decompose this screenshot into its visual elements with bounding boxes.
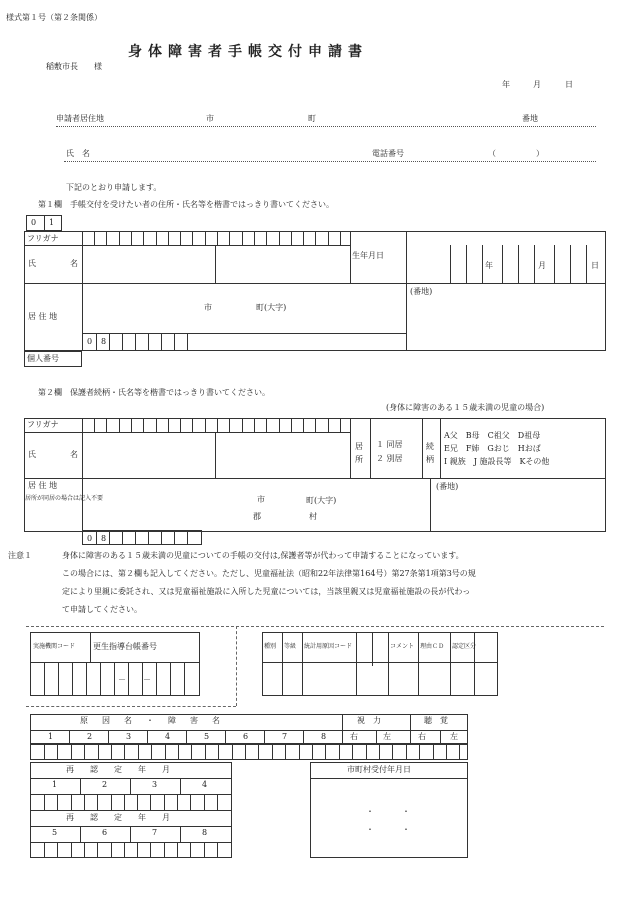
cause-grid-line [178, 744, 179, 760]
s1-addr-grid-line [122, 333, 123, 351]
s1-furi-grid-line [217, 231, 218, 245]
cause-grid-line [299, 744, 300, 760]
cause-grid-line [272, 744, 273, 760]
recert-number-1: 1 [52, 780, 58, 789]
recert-number-6: 6 [102, 828, 108, 837]
office-grid-a-line [86, 662, 87, 696]
cause-number-8: 8 [321, 732, 327, 741]
section2-relation-line-3[interactable]: I 親族 J 施設長等 Kその他 [444, 457, 550, 466]
office-grid-a-line [114, 662, 115, 696]
recert-grid-line [84, 842, 85, 858]
cause-grid-line [165, 744, 166, 760]
recert-grid-line [190, 794, 191, 810]
cause-grid-line [352, 744, 353, 760]
s1-furi-grid-line [229, 231, 230, 245]
recert-header-2: 再 認 定 年 月 [66, 813, 174, 822]
recert-grid-line [164, 842, 165, 858]
cause-grid-line [71, 744, 72, 760]
cause-grid-line [57, 744, 58, 760]
office-grid-a-line [184, 662, 185, 696]
s1-furi-grid-line [291, 231, 292, 245]
office-grid-a-line [44, 662, 45, 696]
date-month-label: 月 [533, 80, 541, 89]
recert-grid-line [217, 794, 218, 810]
s2-furi-grid-line [180, 418, 181, 432]
section1-addr-digit-2: 8 [101, 337, 107, 346]
section1-code-digit-2: 1 [49, 218, 55, 227]
office-grid-a-line [58, 662, 59, 696]
recert-grid-line [150, 842, 151, 858]
s1-furi-grid-line [119, 231, 120, 245]
recert-grid-line [57, 794, 58, 810]
recert-grid-line [111, 842, 112, 858]
applicant-town-label: 町 [308, 114, 316, 123]
s2-addr-grid-line [122, 530, 123, 545]
cause-grid-line [98, 744, 99, 760]
s1-furi-grid-line [94, 231, 95, 245]
recert-grid-line [44, 794, 45, 810]
section1-name-label: 氏 名 [28, 259, 84, 268]
s2-furi-grid-line [315, 418, 316, 432]
recert-grid-line [204, 794, 205, 810]
s2-furi-grid-line [106, 418, 107, 432]
s2-furi-grid-line [192, 418, 193, 432]
s1-furi-grid-line [192, 231, 193, 245]
section2-town-label: 町(大字) [306, 496, 337, 505]
recert-number-2: 2 [102, 780, 108, 789]
office-grid-a-line [128, 662, 129, 696]
footnote-label: 注意１ [8, 551, 32, 560]
s1-addr-grid-line [161, 333, 162, 351]
cause-grid-line [218, 744, 219, 760]
recert-grid-line [111, 794, 112, 810]
s2-furi-grid-line [229, 418, 230, 432]
footnote-line-2: この場合には、第２欄も記入してください。ただし、児童福祉法（昭和22年法律第164号）第27条第1項第3号の規 [62, 569, 476, 578]
s1-furi-grid-line [143, 231, 144, 245]
cause-grid-line [245, 744, 246, 760]
recert-grid-line [137, 794, 138, 810]
cause-grid-line [312, 744, 313, 760]
s1-furi-grid-line [303, 231, 304, 245]
recert-grid-line [164, 794, 165, 810]
section2-addr-digit-1: 0 [87, 534, 93, 543]
section2-surname-input[interactable] [86, 448, 210, 460]
s2-addr-grid-line [187, 530, 188, 545]
col-comment-label: コメント [390, 643, 415, 650]
s1-addr-grid-line [135, 333, 136, 351]
s1-addr-grid-line [148, 333, 149, 351]
recert-grid-line [177, 794, 178, 810]
s2-furi-grid-line [131, 418, 132, 432]
cause-divider [225, 730, 226, 744]
section2-city-label: 市 [257, 495, 265, 504]
recert-grid-line [97, 842, 98, 858]
date-year-label: 年 [502, 80, 510, 89]
recert-grid-line [204, 842, 205, 858]
cause-grid-line [258, 744, 259, 760]
cause-grid-line [325, 744, 326, 760]
section2-given-name-input[interactable] [220, 448, 344, 460]
cause-grid-line [138, 744, 139, 760]
recert-divider [130, 826, 131, 842]
s2-addr-grid-line [174, 530, 175, 545]
applicant-name-label: 氏 名 [66, 149, 90, 158]
cause-divider [264, 730, 265, 744]
s2-furi-grid-line [143, 418, 144, 432]
applicant-name-input[interactable] [106, 149, 356, 161]
footnote-line-1: 身体に障害のある１５歳未満の児童についての手帳の交付は,保護者等が代わって申請することになっています。 [62, 551, 464, 560]
s1-furi-grid-line [315, 231, 316, 245]
section2-addr-digit-2: 8 [101, 534, 107, 543]
cause-number-1: 1 [48, 732, 54, 741]
cause-grid-line [419, 744, 420, 760]
receipt-colon-1: ・ ・ [366, 807, 414, 816]
office-stats-box [262, 632, 498, 696]
cause-grid-line [366, 744, 367, 760]
cause-grid-line [379, 744, 380, 760]
section2-furigana-label: フリガナ [27, 420, 59, 429]
section1-birth-month-label: 月 [538, 261, 546, 270]
recert-header-1: 再 認 定 年 月 [66, 765, 174, 774]
vision-left: 左 [383, 732, 391, 741]
s2-addr-grid-line [148, 530, 149, 545]
cause-grid-line [205, 744, 206, 760]
ledger-no-label: 更生指導台帳番号 [93, 642, 157, 651]
cause-grid-line [191, 744, 192, 760]
section1-code-digit-1: 0 [31, 218, 37, 227]
col-cert-label: 認定区分 [452, 643, 477, 650]
agency-code-label: 実施機関コード [33, 643, 76, 650]
applicant-city-label: 市 [206, 114, 214, 123]
section2-address-label: 居 住 地 [28, 481, 58, 490]
vision-right: 右 [350, 732, 358, 741]
s2-furi-grid-line [242, 418, 243, 432]
recert-number-4: 4 [202, 780, 208, 789]
s1-addr-grid-line [96, 333, 97, 351]
recert-divider [80, 778, 81, 794]
recert-number-8: 8 [202, 828, 208, 837]
s1-furi-grid-line [180, 231, 181, 245]
office-grid-a-line [156, 662, 157, 696]
s1-furi-grid-line [266, 231, 267, 245]
s2-addr-grid-line [109, 530, 110, 545]
s1-furi-grid-line [242, 231, 243, 245]
date-day-label: 日 [565, 80, 573, 89]
s2-furi-grid-line [156, 418, 157, 432]
cause-grid-line [339, 744, 340, 760]
s2-furi-grid-line [168, 418, 169, 432]
s2-addr-grid-line [161, 530, 162, 545]
section2-relation-line-1[interactable]: A父 B母 C祖父 D祖母 [444, 431, 541, 440]
recert-grid-line [137, 842, 138, 858]
s1-furi-grid-line [340, 231, 341, 245]
section2-residence-label: 居所 [355, 442, 363, 464]
section1-personal-no-label: 個人番号 [27, 354, 59, 363]
form-number: 様式第１号（第２条関係） [6, 13, 102, 22]
cause-grid-line [124, 744, 125, 760]
recert-grid-line [97, 794, 98, 810]
s2-furi-grid-line [266, 418, 267, 432]
s2-furi-grid-line [328, 418, 329, 432]
cause-divider [69, 730, 70, 744]
recert-grid-line [84, 794, 85, 810]
recert-grid-line [150, 794, 151, 810]
ledger-dash-2: － [143, 675, 151, 684]
s1-addr-grid-line [109, 333, 110, 351]
section2-village-label: 村 [309, 512, 317, 521]
hearing-right: 右 [418, 732, 426, 741]
section2-relation-label: 続柄 [426, 442, 434, 464]
section2-name-label: 氏 名 [28, 450, 84, 459]
s1-furi-grid-line [328, 231, 329, 245]
recert-grid-line [71, 842, 72, 858]
section2-gun-label: 郡 [253, 512, 261, 521]
cause-number-2: 2 [87, 732, 93, 741]
footnote-line-3: 定により里親に委託され、又は児童福祉施設に入所した児童については，当該里親又は児童福祉施設の長が代わっ [62, 587, 471, 596]
col-grade-label: 等級 [284, 643, 297, 650]
s1-furi-grid-line [168, 231, 169, 245]
recert-grid-line [124, 842, 125, 858]
s2-furi-grid-line [217, 418, 218, 432]
recert-number-7: 7 [152, 828, 158, 837]
recert-number-5: 5 [52, 828, 58, 837]
recert-grid-line [190, 842, 191, 858]
col-reason-label: 理由ＣＤ [420, 643, 445, 650]
s1-furi-grid-line [254, 231, 255, 245]
section1-address-label: 居 住 地 [28, 312, 58, 321]
applicant-banchi-input[interactable] [322, 114, 520, 126]
intro-text: 下記のとおり申請します。 [66, 183, 162, 192]
hearing-left: 左 [450, 732, 458, 741]
s1-addr-grid-line [187, 333, 188, 351]
section1-birth-label: 生年月日 [352, 251, 384, 260]
cause-grid-line [433, 744, 434, 760]
s2-furi-grid-line [205, 418, 206, 432]
cause-grid-line [446, 744, 447, 760]
section1-addr-digit-1: 0 [87, 337, 93, 346]
section1-birth-year-label: 年 [485, 261, 493, 270]
s1-furi-grid-line [279, 231, 280, 245]
cause-number-3: 3 [126, 732, 132, 741]
section2-resid-option-1[interactable]: １ 同居 [376, 440, 403, 449]
section2-banchi-label: (番地) [436, 482, 459, 491]
section1-heading: 第１欄 手帳交付を受けたい者の住所・氏名等を楷書ではっきり書いてください。 [38, 200, 334, 209]
s2-furi-grid-line [254, 418, 255, 432]
col-stat-label: 統計用原因コード [304, 643, 353, 650]
s2-furi-grid-line [291, 418, 292, 432]
section2-relation-line-2[interactable]: E兄 F姉 Gおじ Hおば [444, 444, 541, 453]
applicant-banchi-label: 番地 [522, 114, 538, 123]
s2-furi-grid-line [303, 418, 304, 432]
page-title: 身体障害者手帳交付申請書 [128, 44, 368, 60]
applicant-phone-parens[interactable]: （ ） [488, 149, 544, 158]
cause-divider [303, 730, 304, 744]
section1-surname-input[interactable] [86, 257, 210, 269]
cause-grid-line [232, 744, 233, 760]
section2-resid-option-2[interactable]: ２ 別居 [376, 454, 403, 463]
office-grid-a-line [72, 662, 73, 696]
cause-grid-line [392, 744, 393, 760]
recert-grid-line [124, 794, 125, 810]
recert-divider [130, 778, 131, 794]
section2-heading: 第２欄 保護者続柄・氏名等を楷書ではっきり書いてください。 [38, 388, 270, 397]
recert-grid-line [71, 794, 72, 810]
s1-furi-grid-line [131, 231, 132, 245]
s2-furi-grid-line [340, 418, 341, 432]
cause-number-7: 7 [282, 732, 288, 741]
s2-addr-grid-line [135, 530, 136, 545]
col-kind-label: 種別 [264, 643, 277, 650]
cause-grid-line [459, 744, 460, 760]
section2-note: (身体に障害のある１５歳未満の児童の場合) [386, 403, 545, 412]
receipt-date-label: 市町村受付年月日 [347, 765, 411, 774]
applicant-address-label: 申請者居住地 [56, 114, 104, 123]
section1-town-label: 町(大字) [256, 303, 287, 312]
ledger-dash-1: － [118, 675, 126, 684]
cause-header: 原 因 名 ・ 障 害 名 [80, 716, 223, 725]
cause-grid-line [406, 744, 407, 760]
cause-grid-line [285, 744, 286, 760]
s2-furi-grid-line [279, 418, 280, 432]
s2-furi-grid-line [94, 418, 95, 432]
cause-grid-line [151, 744, 152, 760]
recert-divider [180, 778, 181, 794]
s2-addr-grid-line [96, 530, 97, 545]
recert-number-3: 3 [152, 780, 158, 789]
office-grid-a-line [100, 662, 101, 696]
cause-number-4: 4 [165, 732, 171, 741]
cause-number-5: 5 [204, 732, 210, 741]
cause-grid-line [44, 744, 45, 760]
s1-addr-grid-line [174, 333, 175, 351]
receipt-colon-2: ・ ・ [366, 825, 414, 834]
recert-divider [180, 826, 181, 842]
cause-divider [186, 730, 187, 744]
footnote-line-4: て申請してください。 [62, 605, 142, 614]
addressee: 稲敷市長 様 [46, 62, 102, 71]
section1-given-name-input[interactable] [220, 257, 344, 269]
s1-furi-grid-line [205, 231, 206, 245]
recert-grid-line [57, 842, 58, 858]
office-grid-a-line [170, 662, 171, 696]
s1-furi-grid-line [156, 231, 157, 245]
recert-grid-line [177, 842, 178, 858]
recert-grid-line [217, 842, 218, 858]
hearing-label: 聴 覚 [424, 716, 448, 725]
recert-grid-line [44, 842, 45, 858]
section1-birth-day-label: 日 [591, 261, 599, 270]
s2-furi-grid-line [119, 418, 120, 432]
section1-furigana-label: フリガナ [27, 234, 59, 243]
recert-divider [80, 826, 81, 842]
applicant-town-input[interactable] [222, 114, 306, 126]
section1-banchi-label: (番地) [410, 287, 433, 296]
cause-divider [147, 730, 148, 744]
cause-grid-line [84, 744, 85, 760]
vision-label: 視 力 [357, 716, 381, 725]
section2-address-note: 居所が同居の場合は記入不要 [25, 495, 104, 502]
applicant-phone-label: 電話番号 [372, 149, 404, 158]
section1-city-label: 市 [204, 303, 212, 312]
cause-grid-line [111, 744, 112, 760]
applicant-city-input[interactable] [128, 114, 204, 126]
s1-furi-grid-line [106, 231, 107, 245]
cause-number-6: 6 [243, 732, 249, 741]
cause-divider [108, 730, 109, 744]
